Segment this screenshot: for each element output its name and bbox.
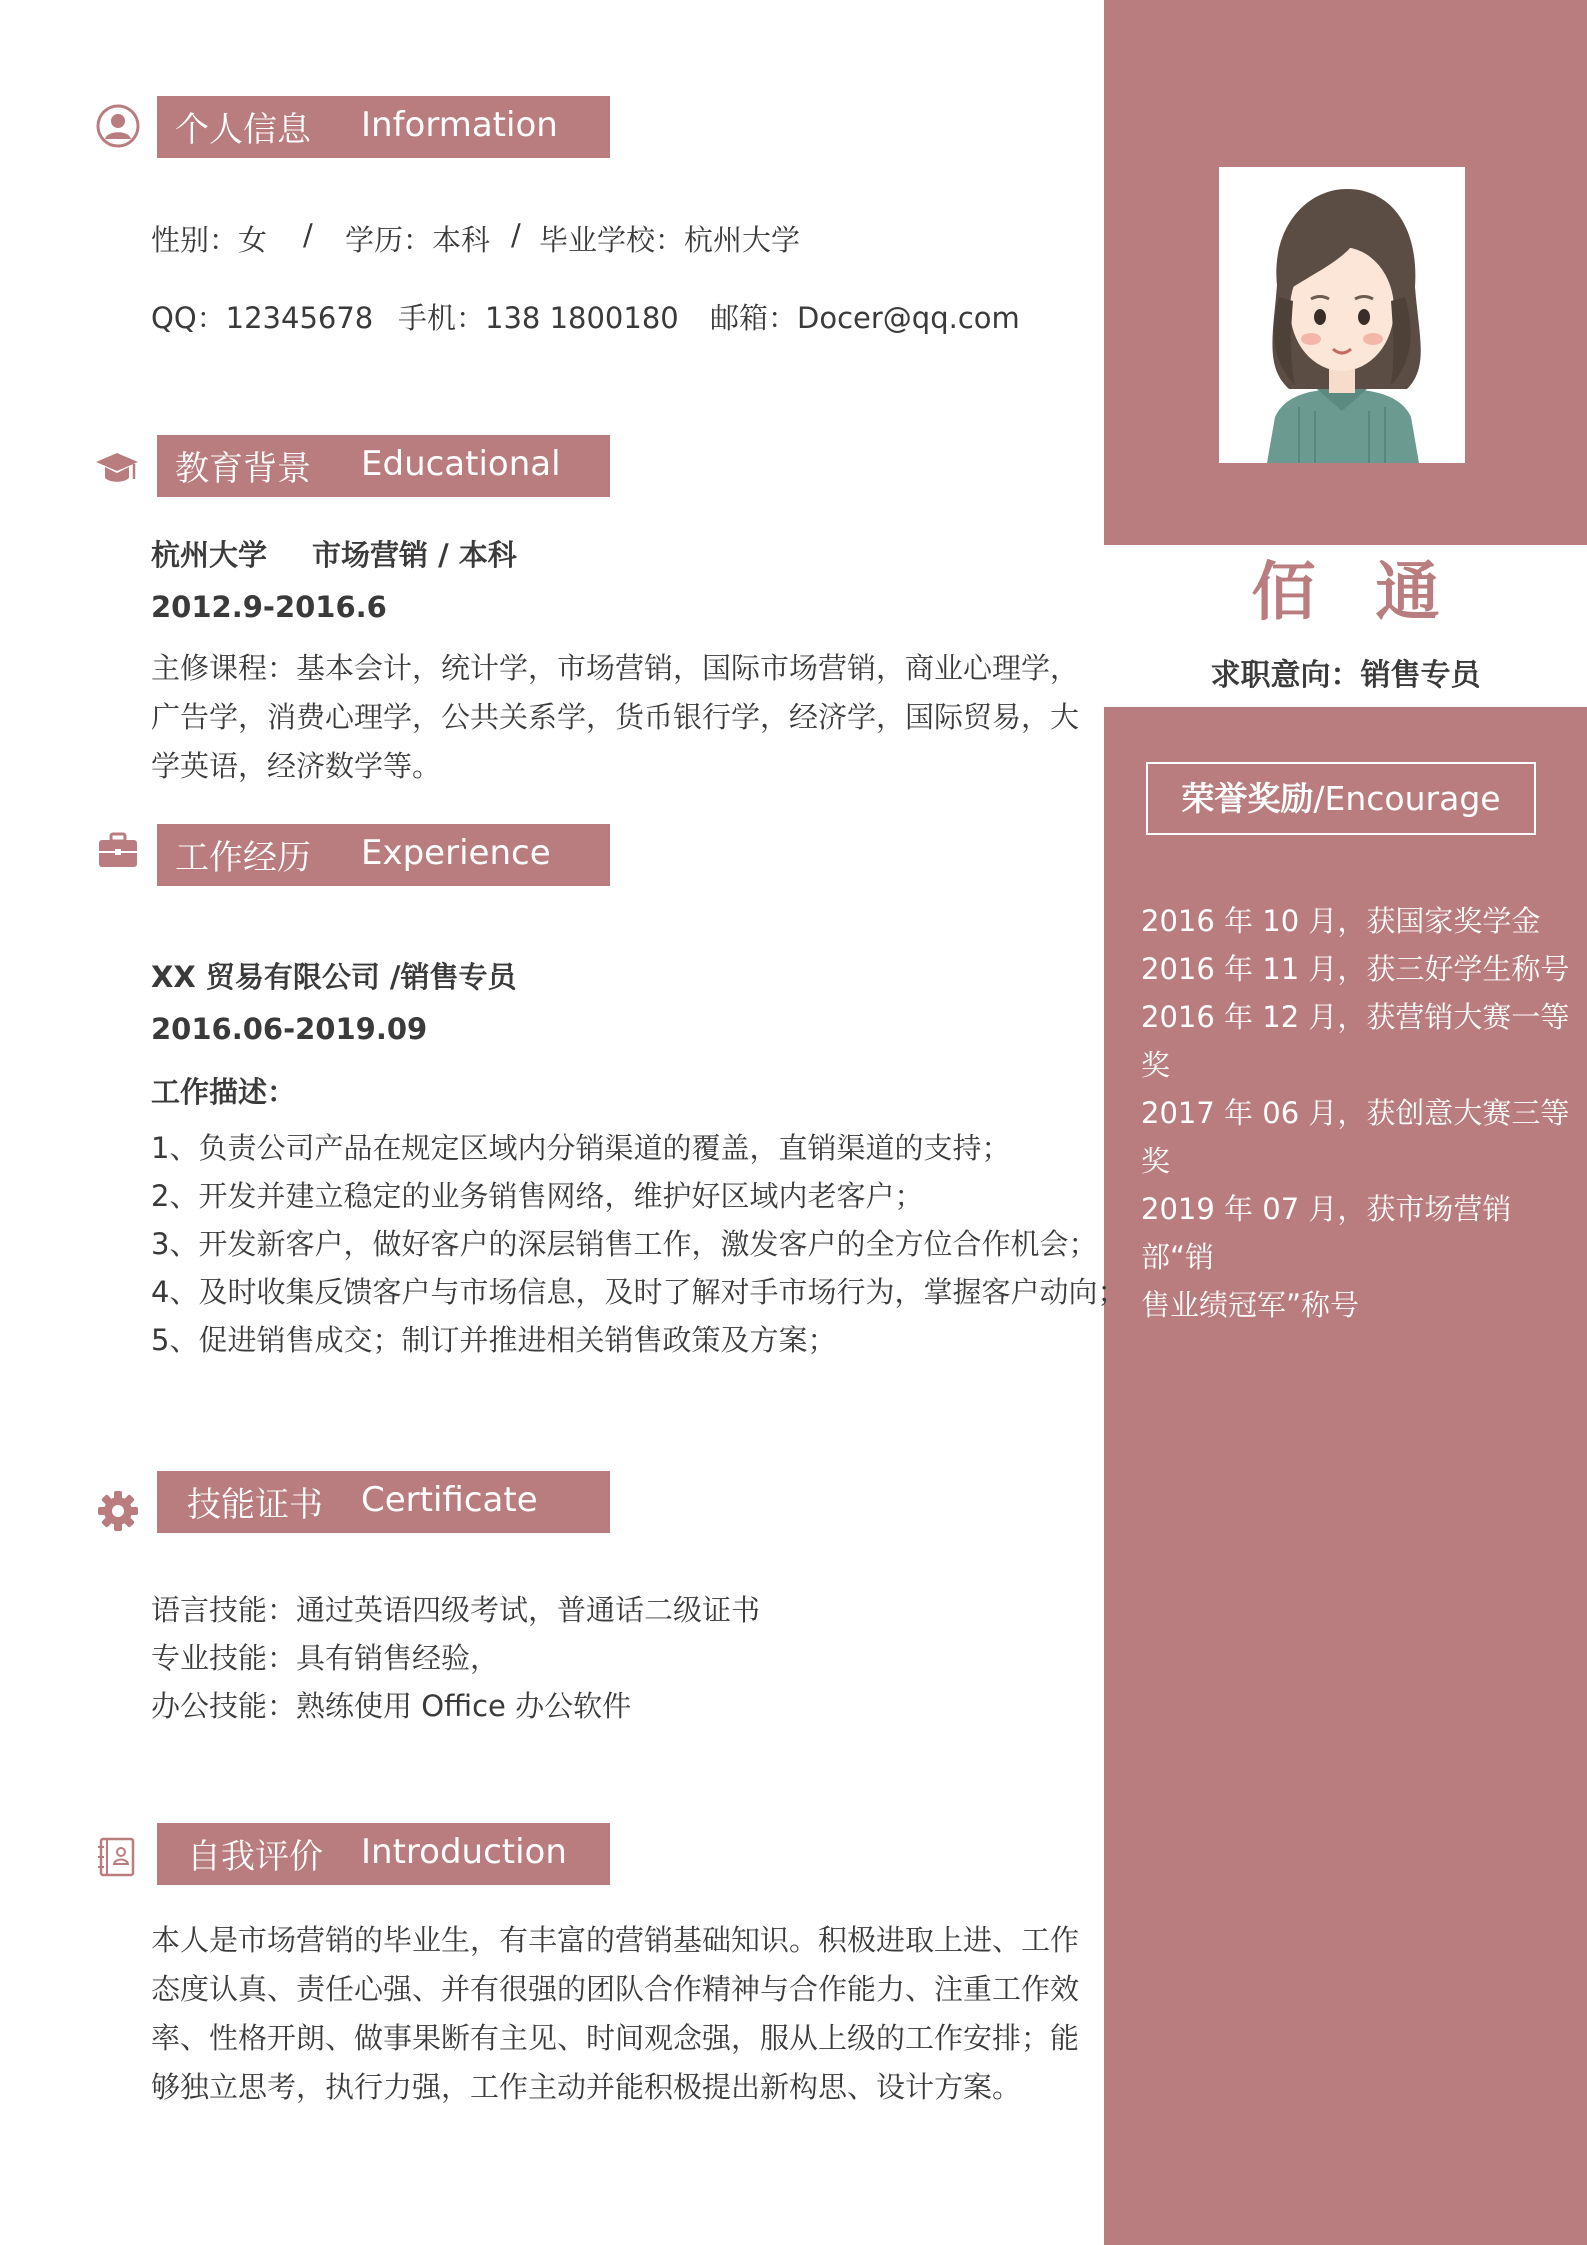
person-name: 佰通 bbox=[1251, 556, 1500, 630]
section-title-en: Experience bbox=[361, 833, 551, 873]
awards-list bbox=[1141, 897, 1573, 1329]
list-item: 办公技能：熟练使用 Office 办公软件 bbox=[151, 1689, 632, 1723]
user-icon bbox=[95, 103, 141, 149]
job-intent: 求职意向：销售专员 bbox=[1210, 658, 1481, 693]
list-item: 5、促进销售成交；制订并推进相关销售政策及方案； bbox=[151, 1323, 837, 1357]
briefcase-icon bbox=[95, 828, 141, 874]
phone-field: 手机：138 1800180 bbox=[398, 301, 679, 335]
exp-desc-label: 工作描述： bbox=[151, 1075, 297, 1109]
avatar bbox=[1219, 167, 1465, 463]
awards-title-cn: 荣誉奖励 bbox=[1181, 779, 1314, 818]
separator: / bbox=[511, 218, 521, 252]
school-field: 毕业学校：杭州大学 bbox=[539, 223, 801, 257]
education-field: 学历：本科 bbox=[345, 223, 491, 257]
section-title-cn: 工作经历 bbox=[175, 838, 311, 878]
section-title-cn: 个人信息 bbox=[175, 110, 311, 150]
section-title-en: Certificate bbox=[361, 1480, 538, 1520]
section-title-en: Educational bbox=[361, 444, 561, 484]
edu-period: 2012.9-2016.6 bbox=[151, 590, 387, 624]
list-item: 专业技能：具有销售经验， bbox=[151, 1641, 500, 1675]
section-header-experience bbox=[157, 824, 610, 886]
section-header-educational bbox=[157, 435, 610, 497]
awards-title-box bbox=[1146, 762, 1536, 835]
gender-field: 性别：女 bbox=[151, 223, 268, 257]
award-item: 2016 年 12 月，获营销大赛一等奖 bbox=[1141, 1000, 1570, 1082]
award-item: 2019 年 07 月，获市场营销部“销 bbox=[1141, 1192, 1512, 1274]
section-title-en: Information bbox=[361, 105, 558, 145]
award-item: 2016 年 10 月，获国家奖学金 bbox=[1141, 904, 1541, 938]
award-item: 售业绩冠军”称号 bbox=[1141, 1288, 1360, 1322]
list-item: 1、负责公司产品在规定区域内分销渠道的覆盖，直销渠道的支持； bbox=[151, 1131, 1011, 1165]
separator: / bbox=[303, 218, 313, 252]
email-field: 邮箱：Docer@qq.com bbox=[710, 301, 1020, 335]
list-item: 语言技能：通过英语四级考试，普通话二级证书 bbox=[151, 1593, 761, 1627]
edu-courses: 主修课程：基本会计，统计学，市场营销，国际市场营销，商业心理学，广告学，消费心理学，公共关系学，货币银行学，经济学，国际贸易，大学英语，经济数学等。 bbox=[151, 651, 1080, 783]
graduation-cap-icon bbox=[94, 446, 140, 492]
self-evaluation: 本人是市场营销的毕业生，有丰富的营销基础知识。积极进取上进、工作态度认真、责任心强、并有很强的团队合作精神与合作能力、注重工作效率、性格开朗、做事果断有主见、时间观念强，服从上级的工作安排；能够独立思考，执行力强，工作主动并能积极提出新构思、设计方案。 bbox=[151, 1923, 1080, 2104]
section-header-certificate bbox=[157, 1471, 610, 1533]
exp-company: XX 贸易有限公司 /销售专员 bbox=[151, 960, 517, 994]
section-header-information bbox=[157, 96, 610, 158]
section-title-en: Introduction bbox=[361, 1832, 567, 1872]
section-header-introduction bbox=[157, 1823, 610, 1885]
edu-major: 市场营销 / 本科 bbox=[312, 538, 517, 572]
gear-icon bbox=[95, 1488, 141, 1534]
section-title-cn: 自我评价 bbox=[187, 1837, 323, 1877]
awards-title-en: /Encourage bbox=[1313, 779, 1501, 818]
list-item: 3、开发新客户，做好客户的深层销售工作，激发客户的全方位合作机会； bbox=[151, 1227, 1098, 1261]
edu-school: 杭州大学 bbox=[151, 538, 268, 572]
award-item: 2017 年 06 月，获创意大赛三等奖 bbox=[1141, 1096, 1570, 1178]
avatar-illustration bbox=[1219, 167, 1465, 463]
list-item: 2、开发并建立稳定的业务销售网络，维护好区域内老客户； bbox=[151, 1179, 924, 1213]
qq-field: QQ：12345678 bbox=[151, 301, 374, 335]
award-item: 2016 年 11 月，获三好学生称号 bbox=[1141, 952, 1570, 986]
list-item: 4、及时收集反馈客户与市场信息，及时了解对手市场行为，掌握客户动向； bbox=[151, 1275, 1127, 1309]
certificate-list bbox=[151, 1586, 760, 1730]
exp-duties-list bbox=[151, 1124, 1126, 1364]
section-title-cn: 技能证书 bbox=[187, 1485, 323, 1525]
section-title-cn: 教育背景 bbox=[175, 449, 311, 489]
exp-period: 2016.06-2019.09 bbox=[151, 1012, 428, 1046]
id-card-icon bbox=[95, 1834, 141, 1880]
